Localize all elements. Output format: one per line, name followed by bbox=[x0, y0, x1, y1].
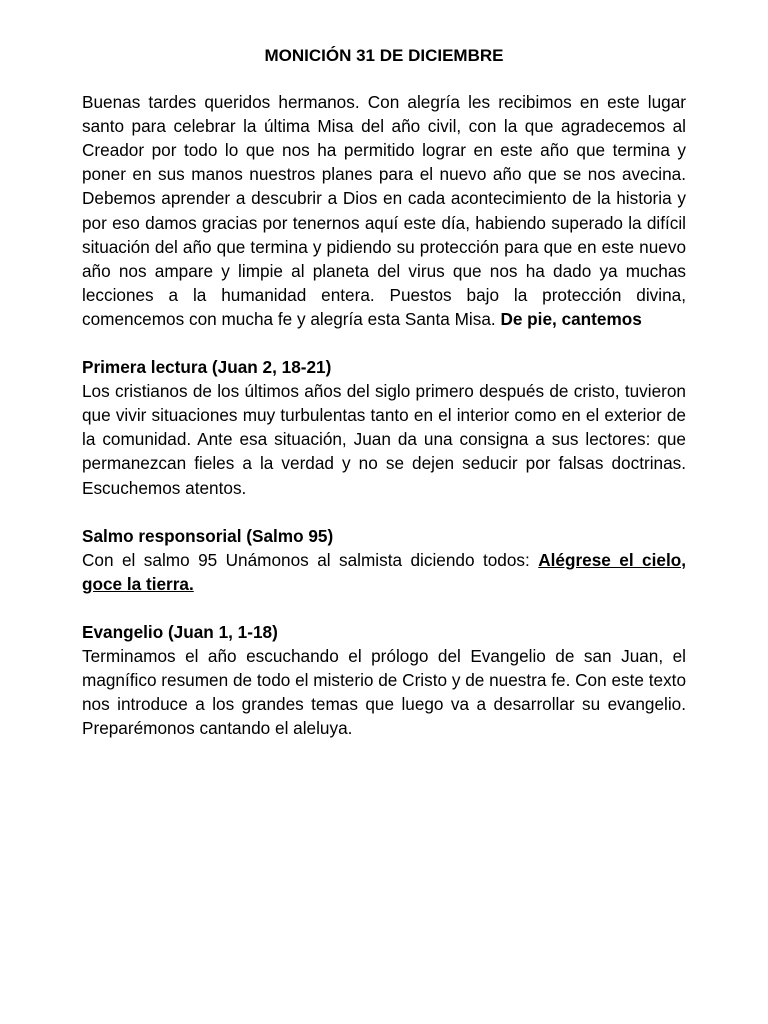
document-page bbox=[82, 44, 686, 740]
section-paragraph bbox=[82, 548, 686, 596]
section-salmo-responsorial bbox=[82, 524, 686, 596]
section-heading: Primera lectura (Juan 2, 18-21) bbox=[82, 357, 332, 378]
section-paragraph bbox=[82, 644, 686, 740]
document-title: MONICIÓN 31 DE DICIEMBRE bbox=[264, 46, 504, 65]
section-primera-lectura bbox=[82, 355, 686, 500]
section-heading: Evangelio (Juan 1, 1-18) bbox=[82, 621, 278, 642]
section-heading: Salmo responsorial (Salmo 95) bbox=[82, 525, 334, 546]
response-emphasis: Alégrese el cielo, goce la tierra. bbox=[82, 549, 687, 594]
section-text: Los cristianos de los últimos años del siglo primero después de cristo, tuvieron que vivir situaciones muy turbulentas tanto en el interior como en el exterior de la comunidad. Ante esa situación, Juan da una consigna a sus lectores: que permanezcan fieles a la verdad y no se dejen seducir por falsas doctrinas. Escuchemos atentos. bbox=[82, 381, 686, 498]
intro-emphasis: De pie, cantemos bbox=[500, 308, 642, 329]
section-evangelio bbox=[82, 620, 686, 740]
intro-text: Buenas tardes queridos hermanos. Con alegría les recibimos en este lugar santo para celebrar la última Misa del año civil, con la que agradecemos al Creador por todo lo que nos ha permitido lograr en este año que termina y poner en sus manos nuestros planes para el nuevo año que se nos avecina. Debemos aprender a descubrir a Dios en cada acontecimiento de la historia y por eso damos gracias por tenernos aquí este día, habiendo superado la difícil situación del año que termina y pidiendo su protección para que en este nuevo año nos ampare y limpie al planeta del virus que nos ha dado ya muchas lecciones a la humanidad entera. Puestos bajo la protección divina, comencemos con mucha fe y alegría esta Santa Misa. bbox=[82, 92, 686, 329]
section-paragraph bbox=[82, 379, 686, 499]
intro-paragraph bbox=[82, 90, 686, 331]
section-text: Con el salmo 95 Unámonos al salmista diciendo todos: bbox=[82, 549, 539, 570]
section-text: Terminamos el año escuchando el prólogo del Evangelio de san Juan, el magnífico resumen de todo el misterio de Cristo y de nuestra fe. Con este texto nos introduce a los grandes temas que luego va a desarrollar su evangelio. Preparémonos cantando el aleluya. bbox=[82, 645, 686, 739]
